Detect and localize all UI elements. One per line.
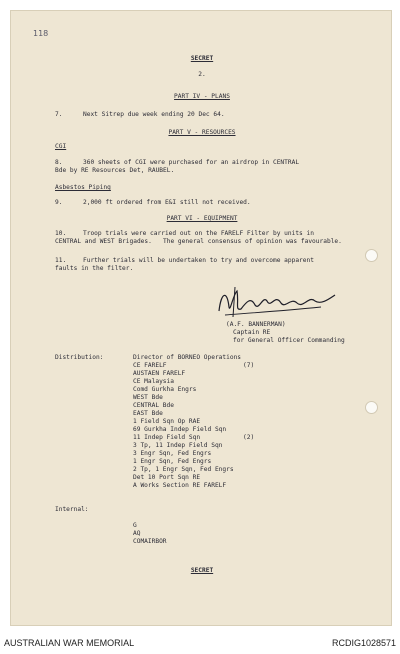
item-9-number: 9. [55,199,63,206]
item-8-line: 360 sheets of CGI were purchased for an airdrop in CENTRAL [83,159,300,166]
item-11-line: faults in the filter. [55,265,134,272]
asbestos-heading: Asbestos Piping [55,184,111,191]
internal-entry: COMAIRBOR [133,538,167,545]
copy-count: (7) [243,362,255,369]
distribution-entry: AUSTAEN FARELF [133,370,186,377]
internal-entry: G [133,522,137,529]
distribution-entry: 2 Tp, 1 Engr Sqn, Fed Engrs [133,466,234,473]
distribution-entry: A Works Section RE FARELF [133,482,227,489]
part-vi-heading: PART VI - EQUIPMENT [166,215,238,222]
internal-entry: AQ [133,530,141,537]
distribution-entry: CE Malaysia [133,378,174,385]
punch-hole [365,401,378,414]
distribution-entry: 3 Engr Sqn, Fed Engrs [133,450,212,457]
classification-header: SECRET [190,55,214,62]
handwritten-signature [211,281,341,323]
distribution-entry: EAST Bde [133,410,163,417]
item-10-line: Troop trials were carried out on the FARELF Filter by units in [83,230,314,237]
classification-footer: SECRET [190,567,214,574]
item-11-number: 11. [55,257,67,264]
distribution-label: Distribution: [55,354,104,361]
distribution-entry: CENTRAL Bde [133,402,174,409]
item-7-number: 7. [55,111,63,118]
distribution-entry: 3 Tp, 11 Indep Field Sqn [133,442,223,449]
distribution-entry: 1 Field Sqn Op RAE [133,418,201,425]
distribution-entry: 1 Engr Sqn, Fed Engrs [133,458,212,465]
item-10-number: 10. [55,230,67,237]
distribution-entry: 11 Indep Field Sqn [133,434,201,441]
archive-footer-bar [0,628,400,654]
item-11-line: Further trials will be undertaken to try and overcome apparent [83,257,314,264]
distribution-entry: Comd Gurkha Engrs [133,386,197,393]
item-10-line: CENTRAL and WEST Brigades. The general consensus of opinion was favourable. [55,238,342,245]
part-iv-heading: PART IV - PLANS [174,93,230,100]
item-9-text: 2,000 ft ordered from E&I still not received. [83,199,251,206]
signatory-rank: Captain RE [233,329,271,336]
archive-reference: RCDIG1028571 [331,638,396,648]
distribution-entry: Det 10 Port Sqn RE [133,474,201,481]
copy-count: (2) [243,434,255,441]
cgi-heading: CGI [55,143,67,150]
archive-name: AUSTRALIAN WAR MEMORIAL [4,638,135,648]
document-page [10,10,392,626]
signatory-name: (A.F. BANNERMAN) [226,321,286,328]
item-8-number: 8. [55,159,63,166]
item-8-line: Bde by RE Resources Det, RAUBEL. [55,167,175,174]
page-reference: 118 [33,29,49,38]
signatory-role: for General Officer Commanding [233,337,345,344]
internal-label: Internal: [55,506,89,513]
distribution-entry: Director of BORNEO Operations [133,354,242,361]
page-number: 2. [198,71,206,78]
distribution-entry: CE FARELF [133,362,167,369]
distribution-entry: WEST Bde [133,394,163,401]
punch-hole [365,249,378,262]
distribution-entry: 69 Gurkha Indep Field Sqn [133,426,227,433]
item-7-text: Next Sitrep due week ending 20 Dec 64. [83,111,225,118]
part-v-heading: PART V - RESOURCES [168,129,236,136]
